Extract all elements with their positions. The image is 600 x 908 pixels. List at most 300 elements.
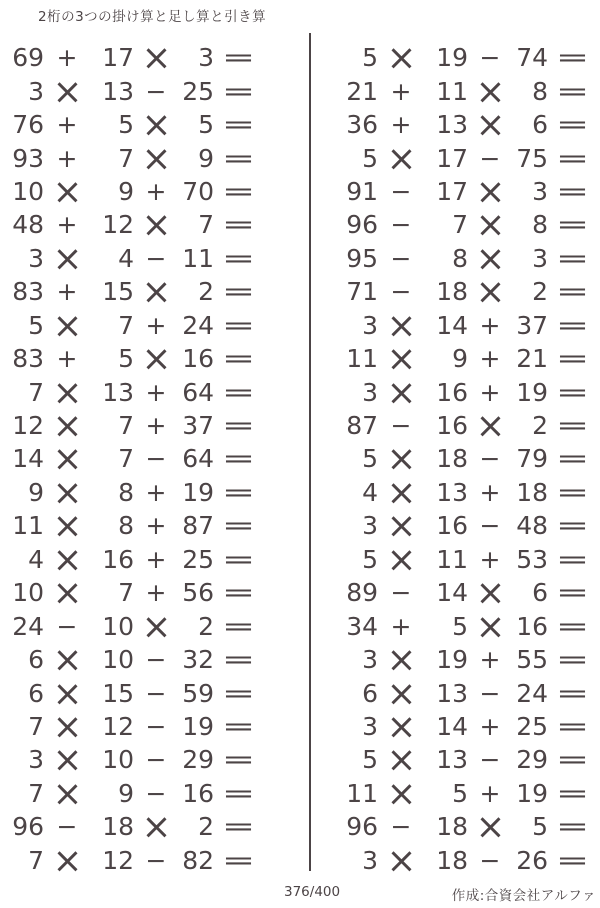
operator-2: + <box>479 778 501 808</box>
operator-2: × <box>475 170 505 213</box>
equals-sign: = <box>221 243 255 273</box>
operator-2: − <box>145 745 167 775</box>
operand-1: 36 <box>346 110 378 140</box>
problem-row <box>338 772 596 814</box>
equals-sign: = <box>221 645 255 675</box>
operand-2: 18 <box>436 845 468 875</box>
equals-sign: = <box>555 645 589 675</box>
problem-row <box>4 639 262 681</box>
operand-1: 83 <box>12 277 44 307</box>
equals-sign: = <box>555 845 589 875</box>
operand-1: 3 <box>362 645 378 675</box>
operand-2: 16 <box>436 511 468 541</box>
operator-1: × <box>386 137 416 179</box>
problem-row <box>338 538 596 580</box>
problem-row <box>4 404 262 447</box>
equals-sign: = <box>555 277 589 307</box>
operand-3: 82 <box>182 845 214 875</box>
operator-1: − <box>390 277 412 307</box>
problem-row <box>338 70 596 112</box>
operator-2: × <box>141 37 171 79</box>
operand-3: 16 <box>182 778 214 808</box>
credit-text: 作成:合資会社アルファ <box>451 888 596 904</box>
operator-1: × <box>52 438 82 480</box>
problem-row <box>4 572 262 614</box>
problem-row <box>338 304 596 346</box>
equals-sign: = <box>555 812 589 842</box>
operand-2: 5 <box>118 344 134 374</box>
operator-2: − <box>479 678 501 708</box>
problem-row <box>4 806 262 848</box>
operand-2: 19 <box>436 43 468 73</box>
problem-row <box>4 438 262 480</box>
operand-2: 15 <box>102 678 134 708</box>
operand-1: 3 <box>28 76 44 106</box>
operand-1: 76 <box>12 110 44 140</box>
operand-1: 69 <box>12 43 44 73</box>
operator-2: − <box>145 845 167 875</box>
operator-1: + <box>390 611 412 641</box>
operand-2: 17 <box>102 43 134 73</box>
equals-sign: = <box>555 544 589 574</box>
operator-1: × <box>386 705 416 748</box>
equals-sign: = <box>555 411 589 441</box>
operand-3: 37 <box>516 310 548 340</box>
equals-sign: = <box>555 243 589 273</box>
operand-2: 12 <box>102 711 134 741</box>
operand-1: 7 <box>28 711 44 741</box>
problem-row <box>338 271 596 313</box>
operator-2: × <box>475 572 505 614</box>
operand-3: 70 <box>182 176 214 206</box>
problem-row <box>4 338 262 380</box>
operand-1: 3 <box>362 845 378 875</box>
equals-sign: = <box>555 611 589 641</box>
equals-sign: = <box>221 277 255 307</box>
operand-2: 12 <box>102 845 134 875</box>
problem-row <box>4 137 262 179</box>
operator-2: + <box>145 310 167 340</box>
operator-1: − <box>56 812 78 842</box>
equals-sign: = <box>221 477 255 507</box>
operator-1: − <box>390 176 412 206</box>
operand-1: 4 <box>28 544 44 574</box>
operand-1: 5 <box>362 143 378 173</box>
operand-1: 11 <box>346 344 378 374</box>
operand-2: 13 <box>436 745 468 775</box>
operator-1: × <box>386 639 416 681</box>
operand-3: 2 <box>198 277 214 307</box>
operator-1: + <box>56 344 78 374</box>
operand-2: 7 <box>118 411 134 441</box>
problem-row <box>338 37 596 79</box>
operand-2: 17 <box>436 143 468 173</box>
operand-3: 21 <box>516 344 548 374</box>
operand-2: 18 <box>436 444 468 474</box>
operand-3: 79 <box>516 444 548 474</box>
operator-2: + <box>479 344 501 374</box>
operand-3: 59 <box>182 678 214 708</box>
problem-row <box>338 204 596 246</box>
operator-1: + <box>56 277 78 307</box>
operator-1: × <box>52 739 82 781</box>
operand-1: 7 <box>28 377 44 407</box>
operator-1: + <box>56 110 78 140</box>
operator-1: × <box>52 371 82 413</box>
equals-sign: = <box>221 43 255 73</box>
operator-2: − <box>145 778 167 808</box>
operand-3: 11 <box>182 243 214 273</box>
problem-row <box>4 371 262 413</box>
operand-1: 95 <box>346 243 378 273</box>
operator-1: + <box>56 143 78 173</box>
problem-row <box>338 104 596 146</box>
operand-1: 5 <box>28 310 44 340</box>
operand-2: 8 <box>452 243 468 273</box>
operand-2: 13 <box>436 678 468 708</box>
operator-1: − <box>390 411 412 441</box>
operator-1: × <box>386 371 416 413</box>
problem-row <box>338 806 596 848</box>
equals-sign: = <box>555 511 589 541</box>
operator-1: − <box>56 611 78 641</box>
operand-3: 16 <box>182 344 214 374</box>
operand-3: 56 <box>182 578 214 608</box>
problem-row <box>338 371 596 413</box>
operator-2: + <box>145 176 167 206</box>
operand-2: 18 <box>436 812 468 842</box>
operator-2: × <box>141 104 171 146</box>
operand-2: 13 <box>102 76 134 106</box>
problem-row <box>4 104 262 146</box>
operator-2: + <box>479 711 501 741</box>
operand-3: 29 <box>516 745 548 775</box>
operand-2: 9 <box>452 344 468 374</box>
operator-1: × <box>52 839 82 881</box>
operator-1: × <box>52 572 82 614</box>
operand-2: 16 <box>102 544 134 574</box>
operator-2: × <box>141 806 171 848</box>
operand-1: 4 <box>362 477 378 507</box>
operator-2: + <box>145 511 167 541</box>
equals-sign: = <box>221 544 255 574</box>
equals-sign: = <box>221 845 255 875</box>
operand-2: 18 <box>436 277 468 307</box>
operator-2: − <box>145 678 167 708</box>
operator-2: × <box>475 806 505 848</box>
problem-row <box>4 772 262 814</box>
operand-2: 10 <box>102 745 134 775</box>
operand-3: 2 <box>198 812 214 842</box>
operand-1: 11 <box>12 511 44 541</box>
operand-3: 64 <box>182 444 214 474</box>
operand-3: 75 <box>516 143 548 173</box>
equals-sign: = <box>221 711 255 741</box>
operator-2: × <box>141 338 171 380</box>
operator-2: − <box>479 143 501 173</box>
operand-3: 3 <box>532 243 548 273</box>
operand-2: 15 <box>102 277 134 307</box>
operator-2: + <box>145 544 167 574</box>
operand-3: 16 <box>516 611 548 641</box>
problem-row <box>4 705 262 748</box>
operator-1: × <box>386 338 416 380</box>
operator-2: + <box>479 544 501 574</box>
operand-1: 3 <box>362 711 378 741</box>
operand-1: 3 <box>362 310 378 340</box>
problem-row <box>338 170 596 213</box>
operator-2: + <box>479 310 501 340</box>
equals-sign: = <box>555 110 589 140</box>
operand-1: 24 <box>12 611 44 641</box>
operator-2: − <box>479 745 501 775</box>
equals-sign: = <box>555 477 589 507</box>
operand-2: 12 <box>102 210 134 240</box>
operator-2: + <box>145 578 167 608</box>
operand-3: 3 <box>198 43 214 73</box>
problem-row <box>4 839 262 881</box>
equals-sign: = <box>221 812 255 842</box>
operand-3: 24 <box>182 310 214 340</box>
problem-row <box>4 204 262 246</box>
operand-2: 14 <box>436 711 468 741</box>
operand-2: 5 <box>452 611 468 641</box>
operator-2: + <box>145 377 167 407</box>
problem-row <box>4 237 262 279</box>
problem-row <box>4 271 262 313</box>
problem-row <box>4 538 262 580</box>
operand-2: 13 <box>436 110 468 140</box>
equals-sign: = <box>555 210 589 240</box>
operand-1: 96 <box>346 812 378 842</box>
operator-2: × <box>475 404 505 447</box>
operand-2: 7 <box>118 143 134 173</box>
operand-3: 25 <box>516 711 548 741</box>
operator-2: × <box>141 137 171 179</box>
operand-3: 8 <box>532 76 548 106</box>
operand-3: 24 <box>516 678 548 708</box>
operand-1: 21 <box>346 76 378 106</box>
operand-1: 34 <box>346 611 378 641</box>
operator-1: × <box>52 70 82 112</box>
operand-1: 91 <box>346 176 378 206</box>
equals-sign: = <box>221 143 255 173</box>
operator-2: + <box>145 477 167 507</box>
operand-1: 11 <box>346 778 378 808</box>
operand-1: 6 <box>28 678 44 708</box>
equals-sign: = <box>221 444 255 474</box>
operand-1: 7 <box>28 778 44 808</box>
operator-1: − <box>390 578 412 608</box>
operator-1: × <box>386 772 416 814</box>
equals-sign: = <box>221 578 255 608</box>
equals-sign: = <box>221 377 255 407</box>
operator-1: × <box>52 505 82 547</box>
operand-1: 5 <box>362 544 378 574</box>
operand-3: 53 <box>516 544 548 574</box>
operator-1: × <box>52 772 82 814</box>
problem-row <box>338 338 596 380</box>
operand-1: 9 <box>28 477 44 507</box>
operand-3: 18 <box>516 477 548 507</box>
problem-row <box>338 237 596 279</box>
equals-sign: = <box>221 678 255 708</box>
operator-1: × <box>386 505 416 547</box>
problem-row <box>338 672 596 714</box>
operand-1: 5 <box>362 43 378 73</box>
operand-1: 71 <box>346 277 378 307</box>
operand-1: 5 <box>362 444 378 474</box>
operand-1: 6 <box>362 678 378 708</box>
operand-3: 7 <box>198 210 214 240</box>
operand-3: 25 <box>182 544 214 574</box>
problem-row <box>338 572 596 614</box>
operand-3: 19 <box>182 711 214 741</box>
operand-3: 48 <box>516 511 548 541</box>
operator-2: × <box>475 237 505 279</box>
problem-row <box>4 739 262 781</box>
operator-1: × <box>386 538 416 580</box>
operator-1: × <box>386 672 416 714</box>
operand-2: 10 <box>102 611 134 641</box>
operand-2: 9 <box>118 176 134 206</box>
operator-2: − <box>479 511 501 541</box>
problem-row <box>338 404 596 447</box>
worksheet-title: 2桁の3つの掛け算と足し算と引き算 <box>38 9 267 25</box>
operand-2: 17 <box>436 176 468 206</box>
operand-2: 14 <box>436 310 468 340</box>
operator-1: + <box>56 210 78 240</box>
operator-1: × <box>386 471 416 513</box>
operator-2: × <box>141 271 171 313</box>
equals-sign: = <box>221 76 255 106</box>
operator-2: × <box>141 204 171 246</box>
equals-sign: = <box>221 511 255 541</box>
operator-1: × <box>386 438 416 480</box>
operand-1: 96 <box>346 210 378 240</box>
problem-row <box>4 170 262 213</box>
problem-row <box>4 672 262 714</box>
operator-2: − <box>145 76 167 106</box>
operand-1: 87 <box>346 411 378 441</box>
operator-1: × <box>52 237 82 279</box>
operator-2: − <box>145 711 167 741</box>
operand-3: 87 <box>182 511 214 541</box>
operand-1: 3 <box>362 511 378 541</box>
operand-3: 2 <box>532 411 548 441</box>
problem-row <box>338 505 596 547</box>
equals-sign: = <box>221 310 255 340</box>
operand-2: 10 <box>102 645 134 675</box>
operand-2: 5 <box>118 110 134 140</box>
operand-1: 93 <box>12 143 44 173</box>
equals-sign: = <box>555 678 589 708</box>
operand-1: 14 <box>12 444 44 474</box>
operator-1: × <box>52 404 82 447</box>
operand-1: 6 <box>28 645 44 675</box>
operand-3: 19 <box>516 377 548 407</box>
operand-1: 96 <box>12 812 44 842</box>
operand-1: 89 <box>346 578 378 608</box>
equals-sign: = <box>221 411 255 441</box>
operator-2: − <box>145 243 167 273</box>
operand-3: 5 <box>532 812 548 842</box>
operator-1: × <box>52 170 82 213</box>
page-number: 376/400 <box>284 884 341 900</box>
operand-3: 64 <box>182 377 214 407</box>
problem-row <box>338 471 596 513</box>
operand-3: 2 <box>532 277 548 307</box>
operand-2: 7 <box>118 310 134 340</box>
operand-3: 55 <box>516 645 548 675</box>
operand-1: 7 <box>28 845 44 875</box>
equals-sign: = <box>221 778 255 808</box>
problem-row <box>338 839 596 881</box>
equals-sign: = <box>555 578 589 608</box>
operand-3: 25 <box>182 76 214 106</box>
operand-2: 7 <box>118 578 134 608</box>
operator-2: × <box>475 70 505 112</box>
operand-3: 19 <box>516 778 548 808</box>
equals-sign: = <box>555 444 589 474</box>
problem-row <box>4 304 262 346</box>
operand-2: 13 <box>436 477 468 507</box>
problem-row <box>338 137 596 179</box>
equals-sign: = <box>221 344 255 374</box>
operator-1: × <box>52 639 82 681</box>
operator-1: + <box>56 43 78 73</box>
operand-1: 3 <box>28 243 44 273</box>
equals-sign: = <box>555 711 589 741</box>
operator-1: − <box>390 243 412 273</box>
operator-1: × <box>52 672 82 714</box>
operator-2: × <box>475 271 505 313</box>
operator-2: × <box>475 104 505 146</box>
operator-2: × <box>475 605 505 647</box>
problem-row <box>4 70 262 112</box>
operand-1: 5 <box>362 745 378 775</box>
equals-sign: = <box>555 76 589 106</box>
operator-2: − <box>479 444 501 474</box>
operator-1: × <box>386 739 416 781</box>
operator-2: − <box>145 645 167 675</box>
problem-row <box>338 605 596 647</box>
operand-2: 13 <box>102 377 134 407</box>
operator-1: − <box>390 812 412 842</box>
equals-sign: = <box>555 176 589 206</box>
equals-sign: = <box>221 176 255 206</box>
operator-1: − <box>390 210 412 240</box>
operand-3: 6 <box>532 578 548 608</box>
equals-sign: = <box>555 43 589 73</box>
operand-2: 11 <box>436 544 468 574</box>
operand-2: 8 <box>118 511 134 541</box>
operand-3: 5 <box>198 110 214 140</box>
operator-1: × <box>386 304 416 346</box>
operator-2: + <box>479 377 501 407</box>
operand-2: 5 <box>452 778 468 808</box>
operator-2: × <box>475 204 505 246</box>
operand-2: 19 <box>436 645 468 675</box>
equals-sign: = <box>221 611 255 641</box>
operand-1: 10 <box>12 578 44 608</box>
operand-3: 19 <box>182 477 214 507</box>
problem-row <box>4 505 262 547</box>
operator-2: − <box>145 444 167 474</box>
operator-1: + <box>390 76 412 106</box>
problem-row <box>4 605 262 647</box>
column-divider <box>309 33 311 871</box>
